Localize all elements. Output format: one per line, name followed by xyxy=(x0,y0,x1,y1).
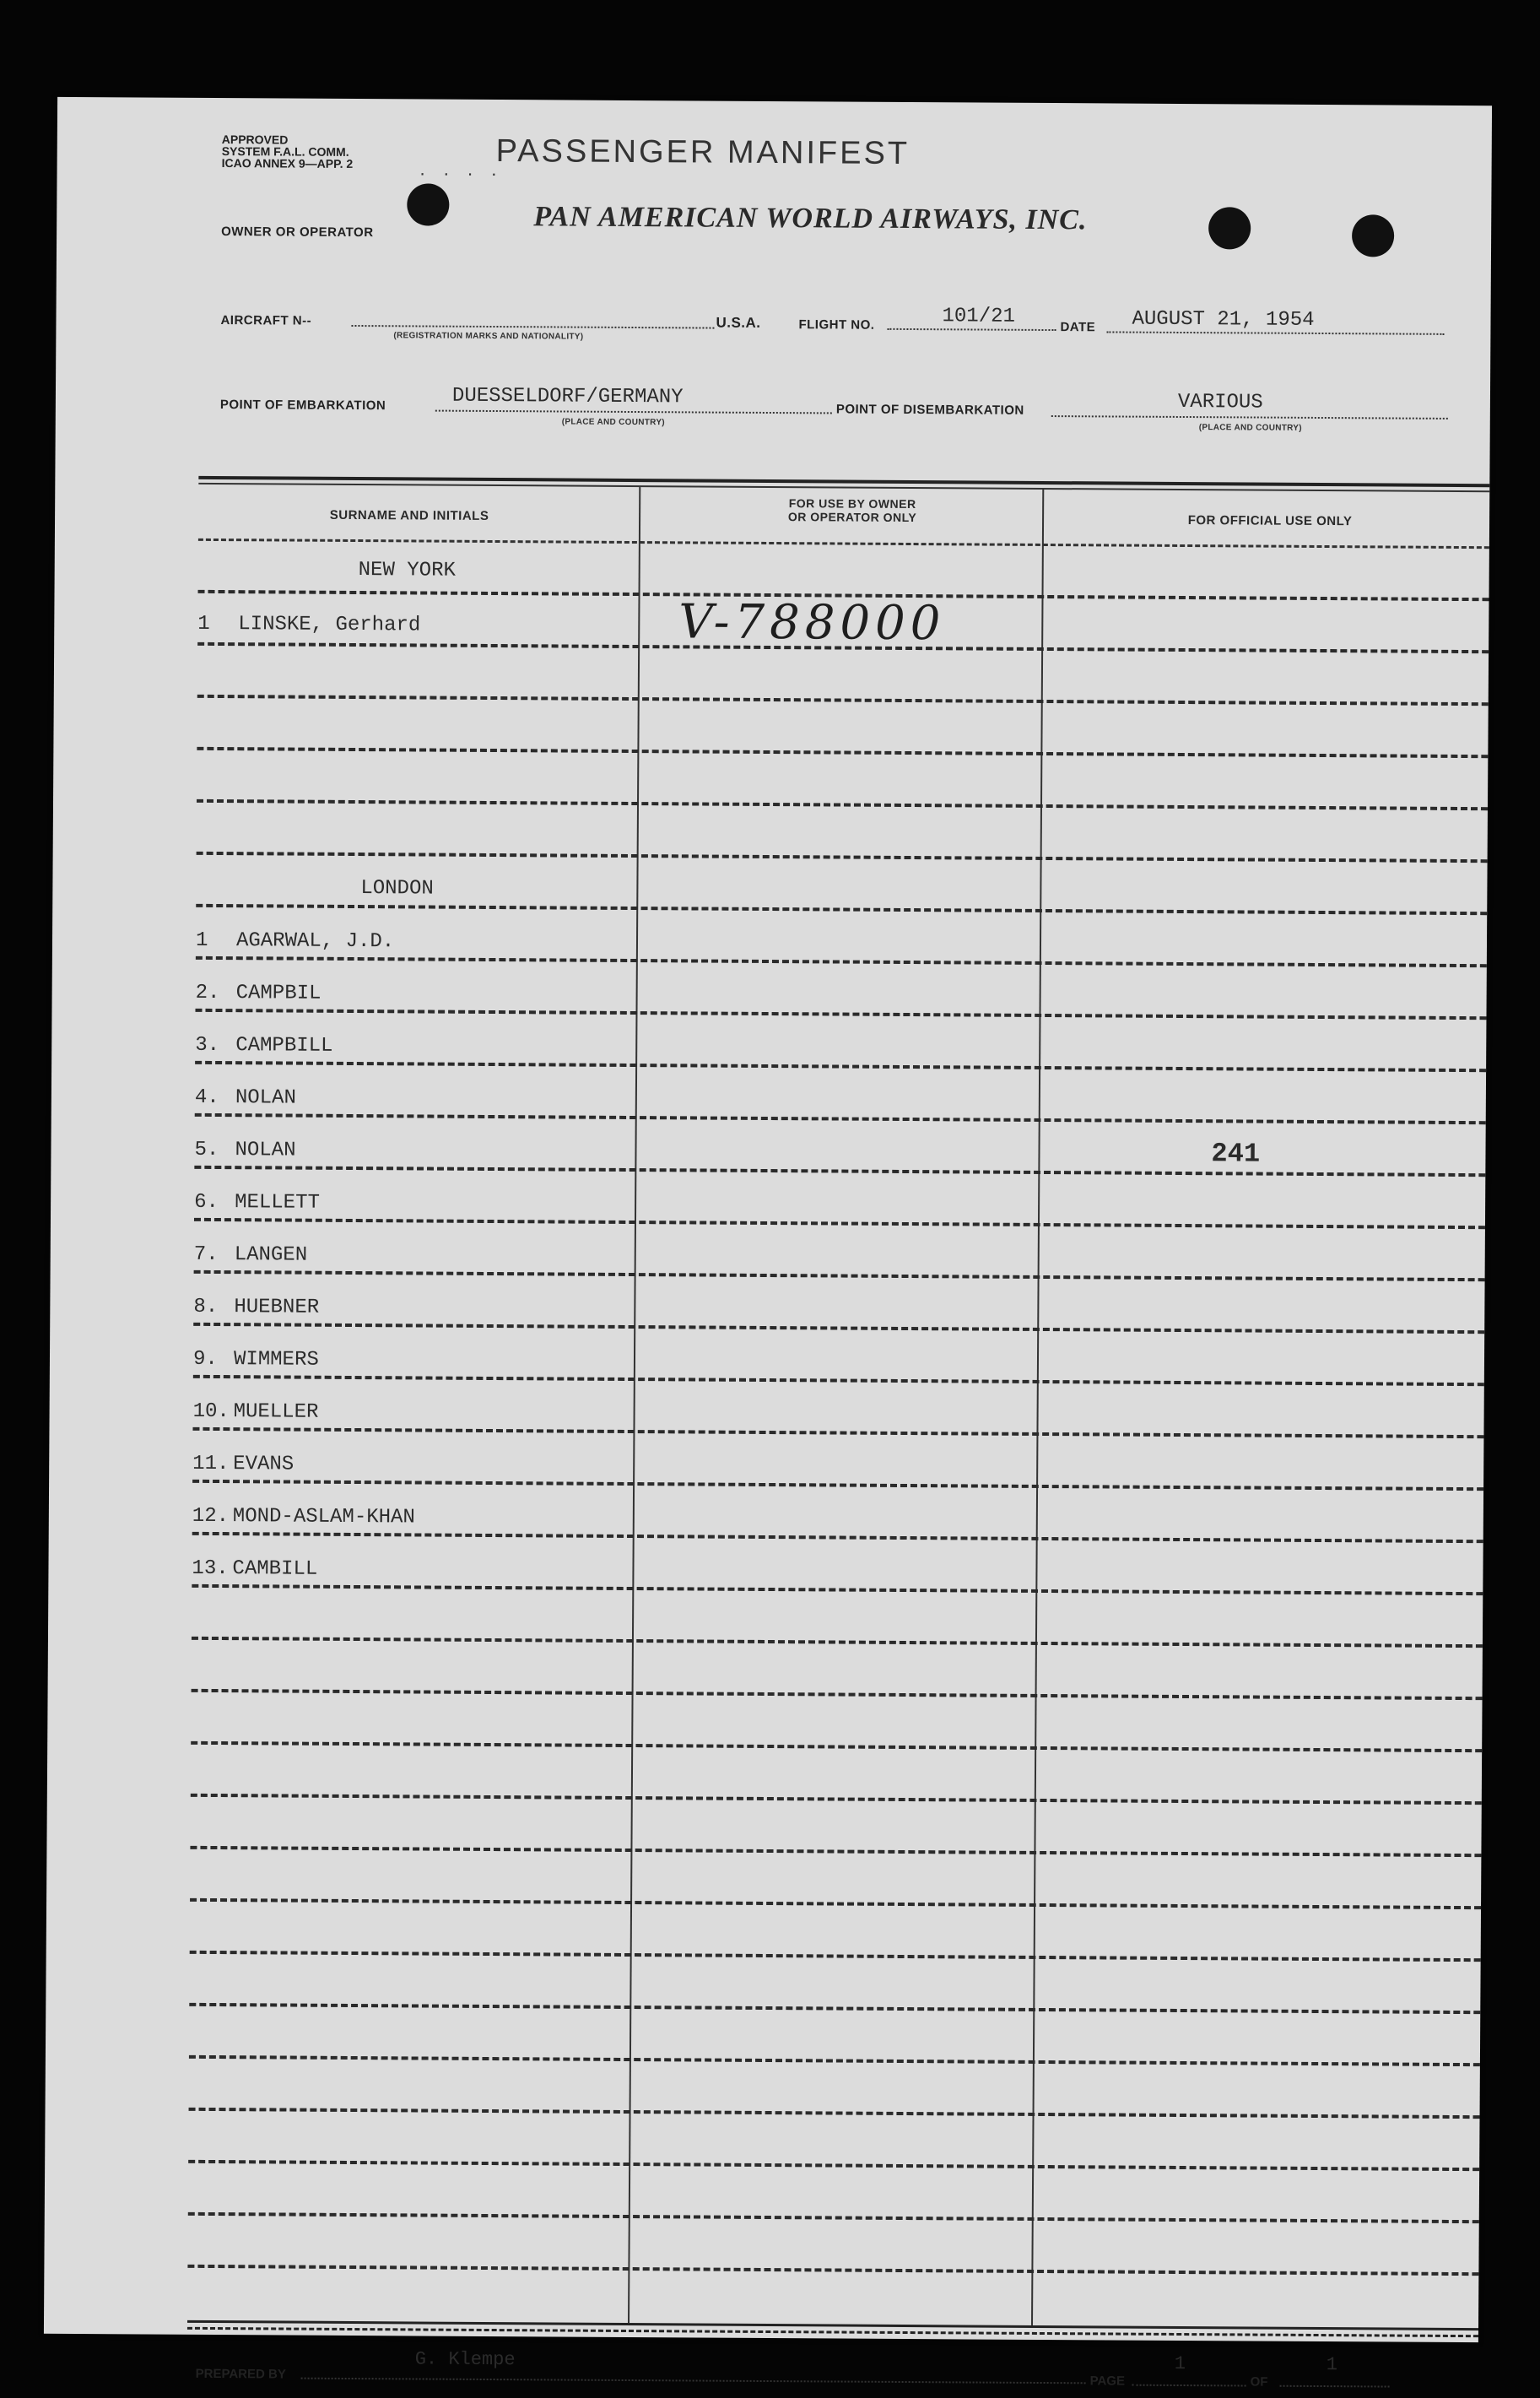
date-value: AUGUST 21, 1954 xyxy=(1132,307,1315,332)
row-line xyxy=(190,1846,1481,1857)
row-line xyxy=(194,1270,1485,1281)
passenger-name: HUEBNER xyxy=(234,1296,320,1319)
row-line xyxy=(191,1794,1482,1805)
passenger-name: MOND-ASLAM-KHAN xyxy=(232,1505,415,1529)
column-header-surname: SURNAME AND INITIALS xyxy=(329,507,489,523)
passenger-row[interactable] xyxy=(196,982,322,1008)
passenger-row[interactable] xyxy=(193,1348,319,1374)
row-line xyxy=(193,1323,1484,1334)
row-line xyxy=(197,799,1488,810)
approval-block xyxy=(222,133,354,170)
handwritten-note: V-788000 xyxy=(678,594,946,652)
passenger-number: 6. xyxy=(194,1190,219,1215)
page-label: PAGE xyxy=(1089,2374,1126,2389)
row-line xyxy=(192,1480,1483,1491)
passenger-number: 9. xyxy=(192,1347,218,1372)
prepared-by-field[interactable] xyxy=(301,2378,1086,2384)
punch-hole xyxy=(1208,207,1251,249)
embarkation-value: DUESSELDORF/GERMANY xyxy=(451,384,684,409)
passenger-number: 10. xyxy=(192,1399,230,1424)
passenger-row[interactable] xyxy=(196,929,394,955)
passenger-number: 11. xyxy=(192,1452,230,1476)
row-line xyxy=(193,1375,1484,1386)
column-divider xyxy=(1031,490,1044,2325)
column-header-owner xyxy=(654,495,1051,525)
column-divider xyxy=(628,487,640,2323)
date-label: DATE xyxy=(1060,320,1096,335)
passenger-row[interactable] xyxy=(194,1139,295,1165)
passenger-number: 13. xyxy=(192,1556,229,1581)
of-label: OF xyxy=(1250,2374,1268,2390)
row-line xyxy=(196,956,1487,967)
disembarkation-label: POINT OF DISEMBARKATION xyxy=(835,402,1024,418)
passenger-number: 12. xyxy=(192,1504,230,1529)
disembarkation-sublabel: (PLACE AND COUNTRY) xyxy=(1198,423,1302,433)
flight-label: FLIGHT NO. xyxy=(798,317,875,333)
page-value: 1 xyxy=(1174,2352,1186,2375)
embarkation-sublabel: (PLACE AND COUNTRY) xyxy=(561,417,665,428)
punch-hole xyxy=(407,183,449,225)
passenger-row[interactable] xyxy=(195,1034,332,1060)
row-line xyxy=(192,1584,1483,1595)
aircraft-sublabel: (REGISTRATION MARKS AND NATIONALITY) xyxy=(393,331,584,342)
row-line xyxy=(190,1898,1481,1909)
of-value: 1 xyxy=(1326,2354,1338,2376)
column-header-owner-line: FOR USE BY OWNER xyxy=(788,496,916,512)
passenger-name: LINSKE, Gerhard xyxy=(238,613,421,637)
official-mark: 241 xyxy=(1211,1138,1261,1170)
approval-line: SYSTEM F.A.L. COMM. xyxy=(221,144,349,159)
embarkation-label: POINT OF EMBARKATION xyxy=(219,398,386,414)
passenger-row[interactable] xyxy=(192,1400,318,1426)
passenger-row[interactable] xyxy=(194,1191,320,1217)
header-separator xyxy=(198,539,1489,549)
prepared-by-value: G. Klempe xyxy=(414,2348,516,2371)
page-field[interactable] xyxy=(1132,2384,1246,2387)
passenger-name: LANGEN xyxy=(234,1243,308,1267)
passenger-row[interactable] xyxy=(193,1296,319,1322)
passenger-row[interactable] xyxy=(197,613,420,640)
row-line xyxy=(189,2108,1480,2119)
passenger-name: MUELLER xyxy=(233,1400,319,1424)
row-line xyxy=(192,1637,1483,1648)
row-line xyxy=(194,1218,1485,1229)
decorative-dots: . . . . xyxy=(419,158,504,181)
row-rules xyxy=(57,97,1492,106)
passenger-number: 4. xyxy=(194,1085,219,1110)
flight-number: 101/21 xyxy=(942,305,1016,328)
passenger-name: CAMPBIL xyxy=(235,982,322,1005)
row-line xyxy=(192,1427,1483,1438)
section-city: LONDON xyxy=(360,877,434,901)
section-city: NEW YORK xyxy=(358,559,456,582)
row-line xyxy=(194,1166,1485,1177)
row-line xyxy=(196,904,1487,915)
row-line xyxy=(195,1061,1486,1072)
airline-name: PAN AMERICAN WORLD AIRWAYS, INC. xyxy=(533,201,1088,236)
passenger-row[interactable] xyxy=(192,1505,415,1532)
manifest-page xyxy=(44,97,1492,2390)
disembarkation-value: VARIOUS xyxy=(1177,390,1263,414)
owner-label: OWNER OR OPERATOR xyxy=(221,225,374,241)
punch-hole xyxy=(1352,214,1394,257)
passenger-name: CAMPBILL xyxy=(235,1034,333,1058)
disembarkation-field[interactable] xyxy=(1051,415,1448,420)
row-line xyxy=(191,1741,1482,1752)
passenger-number: 3. xyxy=(195,1033,220,1058)
passenger-row[interactable] xyxy=(194,1243,308,1269)
passenger-name: NOLAN xyxy=(235,1139,296,1162)
column-header-owner-line: OR OPERATOR ONLY xyxy=(787,510,917,525)
passenger-name: NOLAN xyxy=(235,1086,296,1110)
approval-line: APPROVED xyxy=(221,133,289,147)
row-line xyxy=(192,1532,1483,1543)
aircraft-label: AIRCRAFT N-- xyxy=(220,313,312,328)
page-title: PASSENGER MANIFEST xyxy=(495,133,910,172)
column-header-official: FOR OFFICIAL USE ONLY xyxy=(1187,513,1353,529)
passenger-row[interactable] xyxy=(192,1557,317,1583)
passenger-name: EVANS xyxy=(233,1453,294,1476)
flight-field[interactable] xyxy=(887,328,1056,331)
passenger-number: 7. xyxy=(193,1242,219,1267)
row-line xyxy=(188,2160,1479,2171)
passenger-name: AGARWAL, J.D. xyxy=(235,929,395,954)
aircraft-field[interactable] xyxy=(351,325,714,329)
passenger-row[interactable] xyxy=(195,1086,296,1112)
passenger-row[interactable] xyxy=(192,1453,294,1479)
passenger-number: 1 xyxy=(197,612,210,636)
row-line xyxy=(197,695,1489,706)
row-line xyxy=(197,852,1488,863)
passenger-number: 2. xyxy=(195,981,220,1005)
passenger-number: 8. xyxy=(193,1295,219,1319)
date-field[interactable] xyxy=(1106,331,1444,334)
of-field[interactable] xyxy=(1280,2385,1390,2388)
row-line xyxy=(189,2055,1480,2066)
prepared-by-label: PREPARED BY xyxy=(195,2366,286,2382)
row-line xyxy=(189,2003,1480,2014)
row-line xyxy=(188,2212,1479,2223)
row-line xyxy=(195,1009,1486,1020)
row-line xyxy=(192,1689,1483,1700)
passenger-number: 1 xyxy=(195,928,208,952)
row-line xyxy=(190,1951,1481,1962)
passenger-name: WIMMERS xyxy=(233,1348,319,1372)
embarkation-field[interactable] xyxy=(435,410,832,414)
passenger-name: CAMBILL xyxy=(232,1557,318,1581)
passenger-number: 5. xyxy=(194,1138,219,1162)
row-line xyxy=(195,1113,1486,1124)
row-line xyxy=(187,2265,1478,2276)
row-line xyxy=(197,747,1488,758)
nationality: U.S.A. xyxy=(716,314,761,331)
approval-line: ICAO ANNEX 9—APP. 2 xyxy=(221,156,354,171)
passenger-name: MELLETT xyxy=(235,1191,321,1215)
